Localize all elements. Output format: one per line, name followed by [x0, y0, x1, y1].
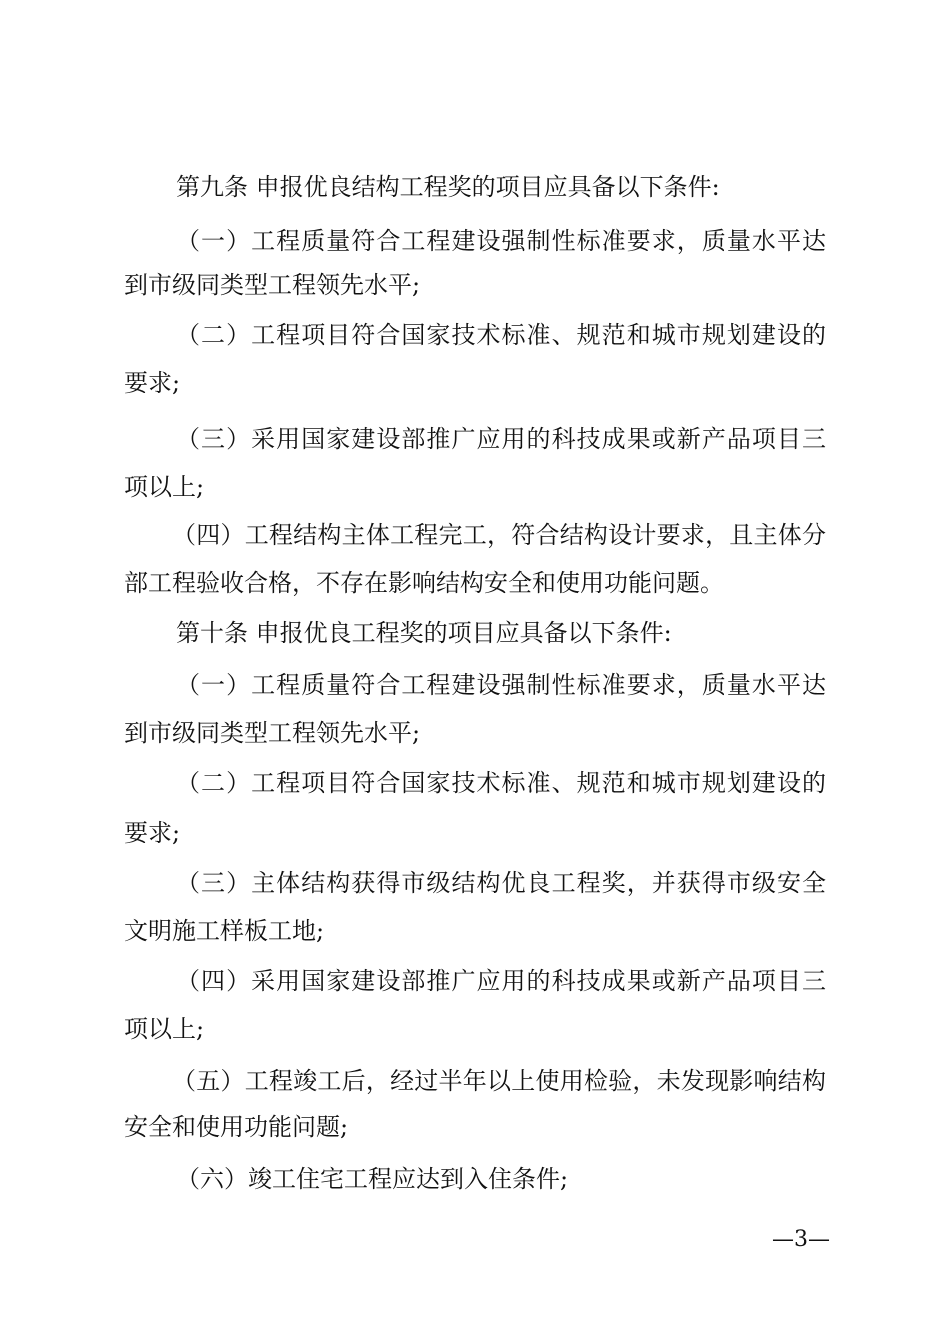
paragraph-line: （三）主体结构获得市级结构优良工程奖，并获得市级安全: [176, 869, 826, 897]
paragraph-line: 要求;: [124, 819, 181, 847]
paragraph-line: 文明施工样板工地;: [124, 917, 325, 945]
paragraph-line: （六）竣工住宅工程应达到入住条件;: [176, 1165, 569, 1193]
article-ten-heading: 第十条 申报优良工程奖的项目应具备以下条件:: [176, 619, 672, 647]
paragraph-line: （一）工程质量符合工程建设强制性标准要求，质量水平达: [176, 227, 826, 255]
paragraph-line: （三）采用国家建设部推广应用的科技成果或新产品项目三: [176, 425, 826, 453]
paragraph-line: 安全和使用功能问题;: [124, 1113, 349, 1141]
paragraph-line: （二）工程项目符合国家技术标准、规范和城市规划建设的: [176, 769, 826, 797]
paragraph-line: 项以上;: [124, 473, 205, 501]
paragraph-line: （四）工程结构主体工程完工，符合结构设计要求，且主体分: [172, 521, 826, 549]
page-number: —3—: [772, 1227, 830, 1252]
paragraph-line: （二）工程项目符合国家技术标准、规范和城市规划建设的: [176, 321, 826, 349]
paragraph-line: 要求;: [124, 369, 181, 397]
paragraph-line: 到市级同类型工程领先水平;: [124, 719, 421, 747]
paragraph-line: 到市级同类型工程领先水平;: [124, 271, 421, 299]
paragraph-line: 部工程验收合格，不存在影响结构安全和使用功能问题。: [124, 569, 724, 597]
paragraph-line: 项以上;: [124, 1015, 205, 1043]
paragraph-line: （五）工程竣工后，经过半年以上使用检验，未发现影响结构: [172, 1067, 826, 1095]
article-nine-heading: 第九条 申报优良结构工程奖的项目应具备以下条件:: [176, 173, 720, 201]
paragraph-line: （四）采用国家建设部推广应用的科技成果或新产品项目三: [176, 967, 826, 995]
paragraph-line: （一）工程质量符合工程建设强制性标准要求，质量水平达: [176, 671, 826, 699]
